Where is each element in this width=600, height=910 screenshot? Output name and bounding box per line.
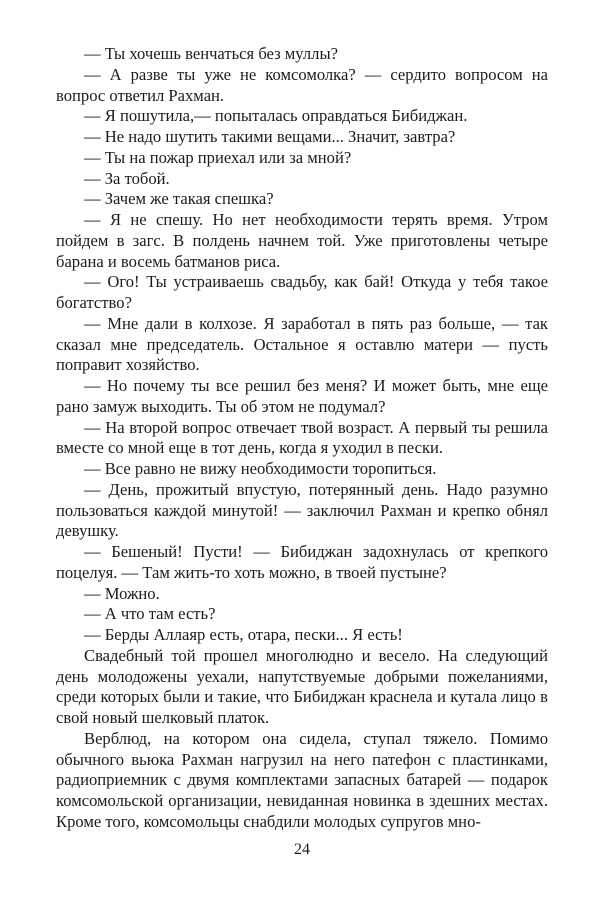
paragraph: — А разве ты уже не комсомолка? — сердито вопросом на вопрос ответил Рахман. bbox=[56, 64, 548, 105]
paragraph: — За тобой. bbox=[84, 168, 170, 188]
paragraph: — Ты на пожар приехал или за мной? bbox=[84, 147, 352, 167]
paragraph: — День, прожитый впустую, потерянный день. Надо разумно пользоваться каждой минутой! — заключил Рахман и крепко обнял девушку. bbox=[56, 479, 548, 541]
paragraph: Свадебный той прошел многолюдно и весело. На следующий день молодожены уехали, напутствуемые добрыми пожеланиями, среди которых были и такие, что Бибиджан краснела и кутала лицо в свой новый шелковый платок. bbox=[56, 645, 548, 727]
body-text bbox=[56, 44, 548, 833]
paragraph: — Не надо шутить такими вещами... Значит, завтра? bbox=[84, 127, 456, 146]
page-number: 24 bbox=[294, 841, 310, 858]
book-page bbox=[56, 44, 548, 904]
paragraph: — Мне дали в колхозе. Я заработал в пять раз больше, — так сказал мне председатель. Остальное я оставлю матери — пусть поправит хозяйство. bbox=[56, 313, 548, 375]
paragraph: Верблюд, на котором она сидела, ступал тяжело. Помимо обычного вьюка Рахман нагрузил на него патефон с пластинками, радиоприемник с двумя комплектами запасных батарей — подарок комсомольской организации, невиданная новинка в здешних местах. Кроме того, комсомольцы снабдили молодых супругов мно- bbox=[56, 728, 548, 831]
paragraph: — Ого! Ты устраиваешь свадьбу, как бай! Откуда у тебя такое богатство? bbox=[56, 272, 548, 312]
paragraph: — Но почему ты все решил без меня? И может быть, мне еще рано замуж выходить. Ты об этом не подумал? bbox=[56, 376, 548, 416]
paragraph: — Берды Аллаяр есть, отара, пески... Я есть! bbox=[84, 625, 403, 644]
paragraph: — Бешеный! Пусти! — Бибиджан задохнулась от крепкого поцелуя. — Там жить-то хоть можно, в твоей пустыне? bbox=[56, 542, 548, 582]
paragraph: — Я не спешу. Но нет необходимости терять время. Утром пойдем в загс. В полдень начнем той. Уже приготовлены четыре барана и восемь батманов риса. bbox=[56, 210, 548, 271]
paragraph: — Можно. bbox=[84, 583, 160, 603]
paragraph: — Все равно не вижу необходимости торопиться. bbox=[84, 459, 437, 478]
paragraph: — На второй вопрос отвечает твой возраст. А первый ты решила вместе со мной еще в тот день, когда я уходил в пески. bbox=[56, 417, 548, 458]
paragraph: — А что там есть? bbox=[84, 604, 216, 624]
paragraph: — Я пошутила,— попыталась оправдаться Бибиджан. bbox=[84, 106, 468, 126]
paragraph: — Зачем же такая спешка? bbox=[84, 189, 274, 209]
paragraph: — Ты хочешь венчаться без муллы? bbox=[84, 44, 338, 63]
